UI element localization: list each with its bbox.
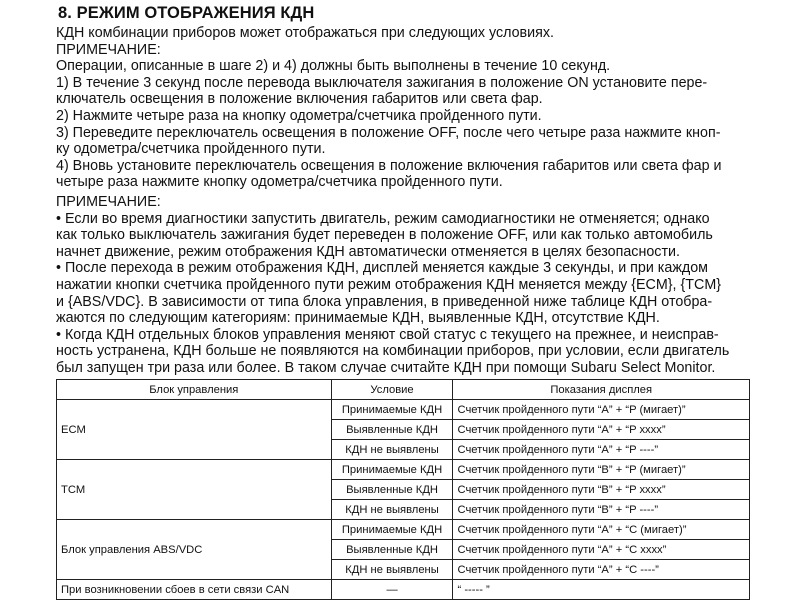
note-2-line: начнет движение, режим отображения КДН автоматически отменяется в целях безопасности. [56, 243, 680, 260]
note-1-line: 2) Нажмите четыре раза на кнопку одометра/счетчика пройденного пути. [56, 107, 542, 124]
display-cell: Счетчик пройденного пути “B” + “P ----” [453, 500, 750, 520]
display-cell: Счетчик пройденного пути “A” + “P xxxx” [453, 420, 750, 440]
intro-text: КДН комбинации приборов может отображаться при следующих условиях. [56, 25, 554, 41]
note-block-2 [56, 194, 756, 377]
display-cell: Счетчик пройденного пути “A” + “P ----” [453, 440, 750, 460]
header-display: Показания дисплея [453, 380, 750, 400]
note-2-line: ность устранена, КДН больше не появляются на комбинации приборов, при условии, если двигатель [56, 343, 730, 360]
condition-cell: КДН не выявлены [331, 440, 453, 460]
note-1-line: Операции, описанные в шаге 2) и 4) должны быть выполнены в течение 10 секунд. [56, 58, 611, 75]
note-2-line: нажатии кнопки счетчика пройденного пути режим отображения КДН меняется между {ECM}, {TCM} [56, 276, 722, 293]
note-2-title: ПРИМЕЧАНИЕ: [56, 193, 161, 210]
note-1-title: ПРИМЕЧАНИЕ: [56, 41, 161, 58]
note-1-line: 3) Переведите переключатель освещения в положение OFF, после чего четыре раза нажмите кноп- [56, 124, 721, 141]
note-1-line: 4) Вновь установите переключатель освещения в положение включения габаритов или света фар и [56, 157, 722, 174]
note-1-line: четыре раза нажмите кнопку одометра/счетчика пройденного пути. [56, 174, 503, 191]
note-2-line: • Если во время диагностики запустить двигатель, режим самодиагностики не отменяется; однако [56, 210, 710, 227]
table-row [57, 520, 750, 540]
table-row [57, 580, 750, 600]
display-cell: Счетчик пройденного пути “A” + “C (мигает)” [453, 520, 750, 540]
unit-cell-tcm: TCM [57, 460, 332, 520]
display-cell: Счетчик пройденного пути “B” + “P xxxx” [453, 480, 750, 500]
note-2-line: был запущен три раза или более. В таком случае считайте КДН при помощи Subaru Select Monitor. [56, 359, 716, 376]
condition-cell: Выявленные КДН [331, 480, 453, 500]
dtc-display-table [56, 379, 750, 600]
display-cell: Счетчик пройденного пути “A” + “P (мигает)” [453, 400, 750, 420]
condition-cell: Выявленные КДН [331, 420, 453, 440]
condition-cell: КДН не выявлены [331, 560, 453, 580]
note-2-line: и {ABS/VDC}. В зависимости от типа блока управления, в приведенной ниже таблице КДН отобра- [56, 293, 713, 310]
display-cell: Счетчик пройденного пути “B” + “P (мигает)” [453, 460, 750, 480]
note-1-line: 1) В течение 3 секунд после перевода выключателя зажигания в положение ON установите пере- [56, 74, 708, 91]
note-1-line: ключатель освещения в положение включения габаритов или света фар. [56, 91, 543, 108]
note-2-line: жаются по следующим категориям: принимаемые КДН, выявленные КДН, отсутствие КДН. [56, 310, 660, 327]
condition-cell: — [331, 580, 453, 600]
note-block-1 [56, 42, 756, 191]
note-2-line: как только выключатель зажигания будет переведен в положение OFF, или как только автомобиль [56, 227, 713, 244]
table-header-row [57, 380, 750, 400]
display-cell: Счетчик пройденного пути “A” + “C ----” [453, 560, 750, 580]
section-heading: 8. РЕЖИМ ОТОБРАЖЕНИЯ КДН [58, 4, 315, 22]
condition-cell: Принимаемые КДН [331, 400, 453, 420]
condition-cell: КДН не выявлены [331, 500, 453, 520]
table-row [57, 460, 750, 480]
unit-cell-can: При возникновении сбоев в сети связи CAN [57, 580, 332, 600]
note-2-line: • После перехода в режим отображения КДН, дисплей меняется каждые 3 секунды, и при каждом [56, 260, 709, 277]
note-1-line: ку одометра/счетчика пройденного пути. [56, 141, 326, 158]
condition-cell: Принимаемые КДН [331, 520, 453, 540]
unit-cell-abs-vdc: Блок управления ABS/VDC [57, 520, 332, 580]
condition-cell: Выявленные КДН [331, 540, 453, 560]
header-condition: Условие [331, 380, 453, 400]
note-2-line: • Когда КДН отдельных блоков управления меняют свой статус с текущего на прежнее, и неисправ- [56, 326, 719, 343]
display-cell: Счетчик пройденного пути “A” + “C xxxx” [453, 540, 750, 560]
display-cell: “ ----- ” [453, 580, 750, 600]
condition-cell: Принимаемые КДН [331, 460, 453, 480]
header-control-unit: Блок управления [57, 380, 332, 400]
unit-cell-ecm: ECM [57, 400, 332, 460]
table-row [57, 400, 750, 420]
